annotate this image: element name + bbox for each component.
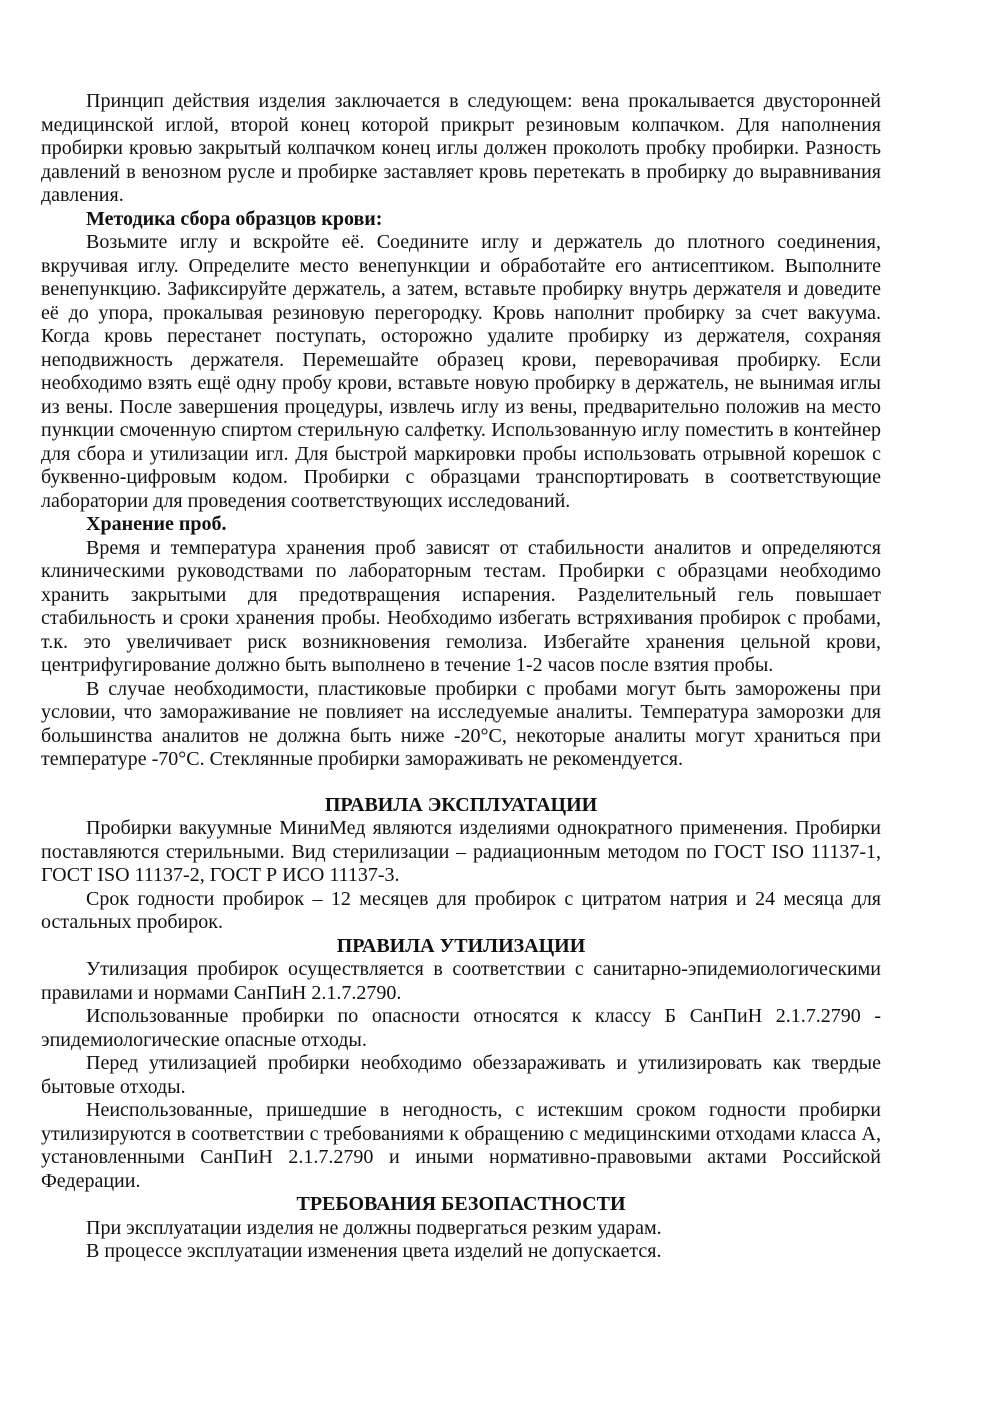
paragraph-disposal-sanpin: Утилизация пробирок осуществляется в соответствии с санитарно-эпидемиологическими правилами и нормами СанПиН 2.1.7.2790. xyxy=(41,958,881,1004)
section-heading-disposal-rules: ПРАВИЛА УТИЛИЗАЦИИ xyxy=(336,934,586,957)
section-heading-operation-rules: ПРАВИЛА ЭКСПЛУАТАЦИИ xyxy=(324,793,598,816)
paragraph-no-sharp-impacts: При эксплуатации изделия не должны подвергаться резким ударам. xyxy=(86,1216,662,1239)
section-heading-safety-requirements: ТРЕБОВАНИЯ БЕЗОПАСТНОСТИ xyxy=(296,1193,626,1215)
paragraph-storage-conditions: Время и температура хранения проб зависят от стабильности аналитов и определяются клиническими руководствами по лабораторным тестам. Пробирки с образцами необходимо хранить закрытыми для предотвращения испарения. Разделительный гель повышает стабильность и сроки хранения пробы. Необходимо избегать встряхивания пробирок с пробами, т.к. это увеличивает риск возникновения гемолиза. Избегайте хранения цельной крови, центрифугирование должно быть выполнено в течение 1-2 часов после взятия пробы. xyxy=(41,536,881,676)
paragraph-single-use-sterilization: Пробирки вакуумные МиниМед являются изделиями однократного применения. Пробирки поставляются стерильными. Вид стерилизации – радиационным методом по ГОСТ ISO 11137-1, ГОСТ ISO 11137-2, ГОСТ Р ИСО 11137-3. xyxy=(41,817,881,886)
paragraph-no-color-change: В процессе эксплуатации изменения цвета изделий не допускается. xyxy=(86,1240,662,1262)
paragraph-unused-tubes-class-a: Неиспользованные, пришедшие в негодность, с истекшим сроком годности пробирки утилизируются в соответствии с требованиями к обращению с медицинскими отходами класса А, установленными СанПиН 2.1.7.2790 и иными нормативно-правовыми актами Российской Федерации. xyxy=(41,1099,881,1192)
paragraph-disinfection: Перед утилизацией пробирки необходимо обеззараживать и утилизировать как твердые бытовые отходы. xyxy=(41,1052,881,1098)
paragraph-shelf-life: Срок годности пробирок – 12 месяцев для пробирок с цитратом натрия и 24 месяца для остальных пробирок. xyxy=(41,887,881,933)
paragraph-freezing: В случае необходимости, пластиковые пробирки с пробами могут быть заморожены при условии, что замораживание не повлияет на исследуемые аналиты. Температура заморозки для большинства аналитов не должна быть ниже -20°С, некоторые аналиты могут храниться при температуре -70°С. Стеклянные пробирки замораживать не рекомендуется. xyxy=(41,677,881,770)
paragraph-used-tubes-class-b: Использованные пробирки по опасности относятся к классу Б СанПиН 2.1.7.2790 - эпидемиологические опасные отходы. xyxy=(41,1005,881,1051)
paragraph-principle: Принцип действия изделия заключается в следующем: вена прокалывается двусторонней медицинской иглой, второй конец которой прикрыт резиновым колпачком. Для наполнения пробирки кровью закрытый колпачком конец иглы должен проколоть пробку пробирки. Разность давлений в венозном русле и пробирке заставляет кровь перетекать в пробирку до выравнивания давления. xyxy=(41,90,881,206)
subheading-blood-collection-method: Методика сбора образцов крови: xyxy=(86,207,383,230)
paragraph-collection-procedure: Возьмите иглу и вскройте её. Соедините иглу и держатель до плотного соединения, вкручивая иглу. Определите место венепункции и обработайте его антисептиком. Выполните венепункцию. Зафиксируйте держатель, а затем, вставьте пробирку внутрь держателя и доведите её до упора, прокалывая резиновую перегородку. Кровь наполнит пробирку за счет вакуума. Когда кровь перестанет поступать, осторожно удалите пробирку из держателя, сохраняя неподвижность держателя. Перемешайте образец крови, переворачивая пробирку. Если необходимо взять ещё одну пробу крови, вставьте новую пробирку в держатель, не вынимая иглы из вены. После завершения процедуры, извлечь иглу из вены, предварительно положив на место пункции смоченную спиртом стерильную салфетку. Использованную иглу поместить в контейнер для сбора и утилизации игл. Для быстрой маркировки пробы использовать отрывной корешок с буквенно-цифровым кодом. Пробирки с образцами транспортировать в соответствующие лаборатории для проведения соответствующих исследований. xyxy=(41,231,881,512)
subheading-sample-storage: Хранение проб. xyxy=(86,513,227,535)
